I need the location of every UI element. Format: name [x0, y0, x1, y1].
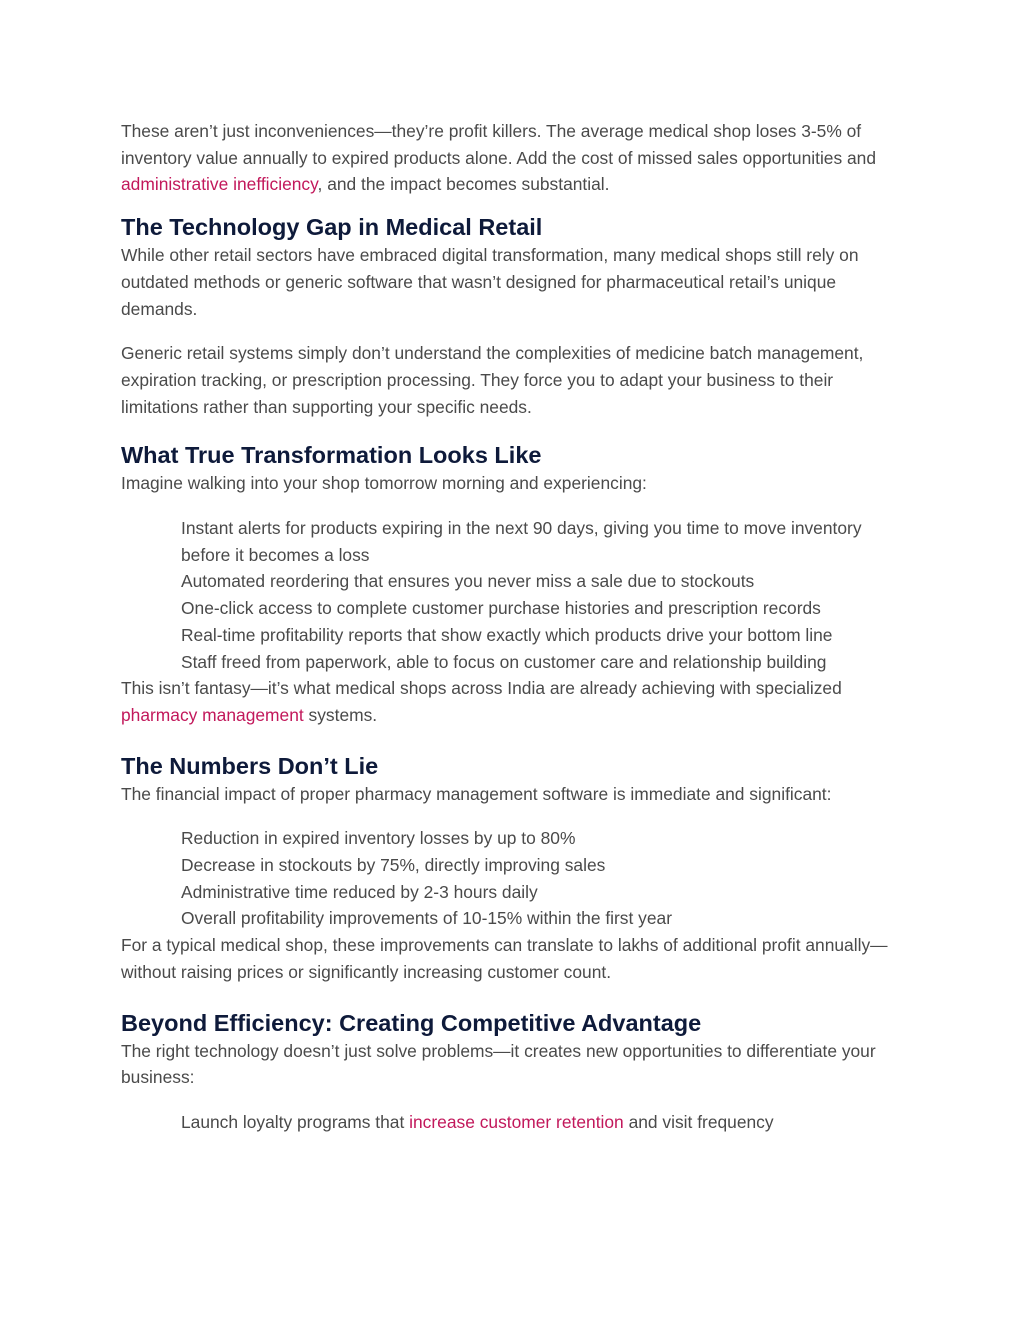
list-item: Decrease in stockouts by 75%, directly improving sales: [181, 855, 606, 876]
list-item: Staff freed from paperwork, able to focus on customer care and relationship building: [181, 651, 827, 672]
section-heading-technology-gap: The Technology Gap in Medical Retail: [121, 214, 543, 241]
list-item: Instant alerts for products expiring in the next 90 days, giving you time to move inventory before it becomes a loss: [181, 518, 862, 565]
administrative-inefficiency-link[interactable]: administrative inefficiency: [121, 174, 318, 195]
numbers-list: [121, 825, 911, 932]
list-item: One-click access to complete customer purchase histories and prescription records: [181, 598, 821, 619]
list-item: [181, 1109, 911, 1136]
list-item: Reduction in expired inventory losses by up to 80%: [181, 828, 576, 849]
list-item: Automated reordering that ensures you never miss a sale due to stockouts: [181, 571, 755, 592]
increase-customer-retention-link[interactable]: increase customer retention: [409, 1111, 624, 1132]
section-heading-transformation: What True Transformation Looks Like: [121, 442, 542, 469]
pharmacy-management-link[interactable]: pharmacy management: [121, 704, 304, 725]
list-item: Overall profitability improvements of 10-15% within the first year: [181, 908, 672, 929]
competitive-advantage-intro: The right technology doesn’t just solve problems—it creates new opportunities to differentiate your business:: [121, 1040, 876, 1088]
loyalty-item-after: and visit frequency: [623, 1111, 774, 1132]
section-heading-numbers: The Numbers Don’t Lie: [121, 752, 379, 779]
transformation-outro-after: systems.: [303, 704, 378, 725]
numbers-intro: The financial impact of proper pharmacy management software is immediate and significant:: [121, 783, 832, 804]
intro-paragraph: [121, 118, 911, 198]
transformation-list: [121, 515, 911, 675]
transformation-outro: [121, 675, 911, 728]
list-item: Administrative time reduced by 2-3 hours daily: [181, 881, 538, 902]
document-page: [121, 118, 911, 1136]
competitive-advantage-list: [121, 1109, 911, 1136]
numbers-outro: For a typical medical shop, these improvements can translate to lakhs of additional profit annually—without raising prices or significantly increasing customer count.: [121, 935, 888, 982]
technology-gap-paragraph-2: Generic retail systems simply don’t understand the complexities of medicine batch management, expiration tracking, or prescription processing. They force you to adapt your business to their limitations rather than supporting your specific needs.: [121, 343, 864, 417]
intro-text-before: These aren’t just inconveniences—they’re profit killers. The average medical shop loses 3-5% of inventory value annually to expired products alone. Add the cost of missed sales opportunities and: [121, 121, 877, 168]
section-heading-competitive-advantage: Beyond Efficiency: Creating Competitive Advantage: [121, 1009, 702, 1036]
transformation-outro-before: This isn’t fantasy—it’s what medical shops across India are already achieving with specialized: [121, 678, 842, 699]
loyalty-item-before: Launch loyalty programs that: [181, 1111, 410, 1132]
transformation-intro: Imagine walking into your shop tomorrow morning and experiencing:: [121, 473, 647, 494]
list-item: Real-time profitability reports that show exactly which products drive your bottom line: [181, 624, 833, 645]
intro-text-after: , and the impact becomes substantial.: [317, 174, 610, 195]
technology-gap-paragraph-1: While other retail sectors have embraced digital transformation, many medical shops still rely on outdated methods or generic software that wasn’t designed for pharmaceutical retail’s unique demands.: [121, 245, 859, 319]
